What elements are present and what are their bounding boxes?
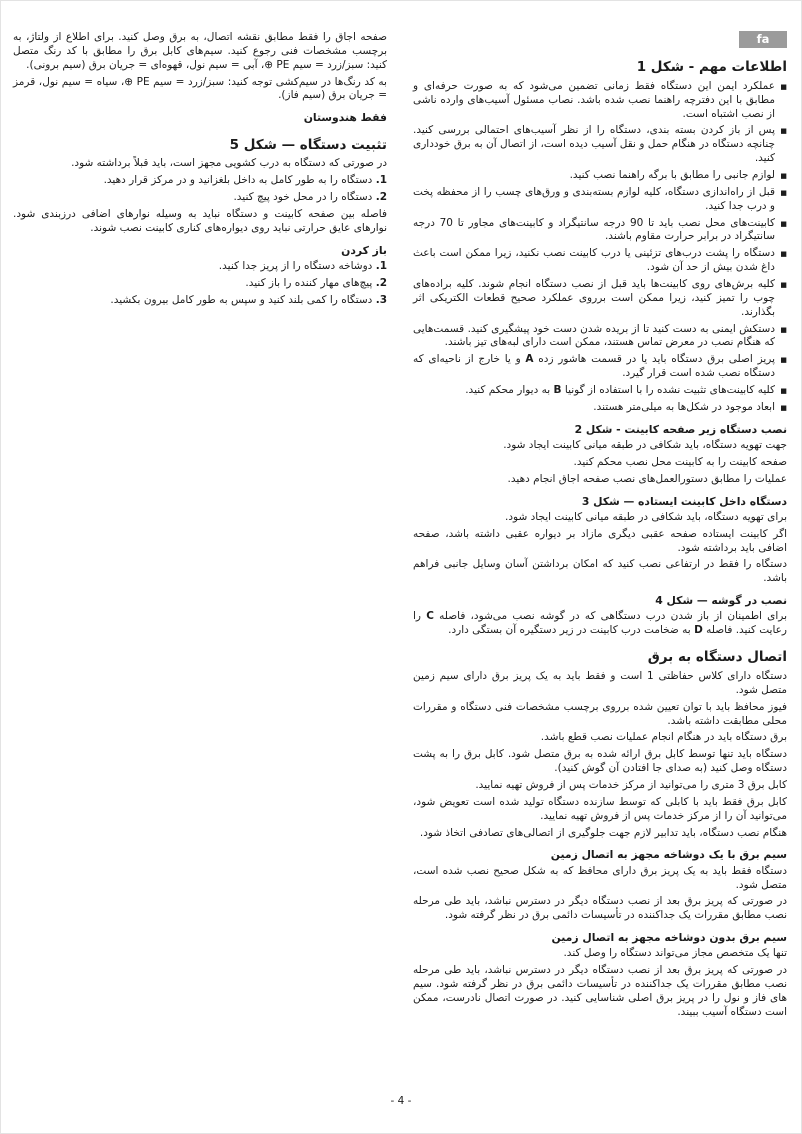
paragraph: برق دستگاه باید در هنگام انجام عملیات نصب قطع باشد.	[540, 731, 787, 744]
bullet-item	[413, 186, 787, 214]
bullet-item	[413, 247, 787, 275]
paragraph: به کد رنگ‌ها در سیم‌کشی توجه کنید: سبز/زرد = سیم PE ⊕، سیاه = سیم نول، قرمز = جریان برق (سیم فاز).	[13, 75, 387, 102]
bullet-text: کلیه کابینت‌های تثبیت نشده را با استفاده از گونیا B به دیوار محکم کنید.	[465, 384, 775, 397]
paragraph: تنها یک متخصص مجاز می‌تواند دستگاه را وصل کند.	[563, 947, 787, 960]
bullet-square-icon: ■	[780, 172, 787, 181]
subsection-heading: فقط هندوستان	[303, 111, 387, 125]
paragraph: فیوز محافظ باید با توان تعیین شده برروی برچسب مشخصات فنی دستگاه و مقررات محلی مطابقت داشته باشد.	[413, 700, 787, 727]
bullet-item	[413, 80, 787, 122]
paragraph: 2. پیچ‌های مهار کننده را باز کنید.	[245, 276, 387, 289]
paragraph: اگر کابینت ایستاده صفحه عقبی دیگری مازاد بر دیواره عقبی داشته باشد، صفحه اضافی باید برداشته شود.	[413, 527, 787, 554]
bullet-text: پریز اصلی برق دستگاه باید یا در قسمت هاشور زده A و یا خارج از ناحیه‌ای که دستگاه نصب شده است قرار گیرد.	[413, 353, 776, 380]
bullet-text: عملکرد ایمن این دستگاه فقط زمانی تضمین می‌شود که به صورت حرفه‌ای و مطابق با این دفترچه راهنما نصب شده باشد. نصاب مسئول آسیب‌های وارده ناشی از نصب اشتباه است.	[413, 79, 775, 120]
bullet-square-icon: ■	[780, 356, 787, 365]
paragraph: جهت تهویه دستگاه، باید شکافی در طبقه میانی کابینت ایجاد شود.	[503, 439, 787, 452]
bullet-item	[413, 278, 787, 320]
bullet-text: پس از باز کردن بسته بندی، دستگاه را از نظر آسیب‌های احتمالی بررسی کنید. چنانچه دستگاه در هنگام حمل و نقل آسیب دیده است، از اتصال آن به برق خودداری کنید.	[413, 124, 775, 165]
subsection-heading: سیم برق با یک دوشاخه مجهز به اتصال زمین	[550, 848, 787, 862]
language-badge: fa	[739, 31, 787, 48]
bullet-item	[413, 323, 787, 351]
subsection-heading: دستگاه داخل کابینت ایستاده — شکل 3	[581, 494, 787, 508]
paragraph: کابل برق فقط باید با کابلی که توسط سازنده دستگاه تولید شده است تعویض شود، می‌توانید آن را از مرکز خدمات پس از فروش تهیه نمایید.	[413, 795, 787, 822]
bullet-square-icon: ■	[780, 250, 787, 259]
paragraph: در صورتی که دستگاه به درب کشویی مجهز است، باید قبلاً برداشته شود.	[71, 157, 387, 170]
bullet-square-icon: ■	[780, 281, 787, 290]
subsection-heading: سیم برق بدون دوشاخه مجهز به اتصال زمین	[551, 931, 787, 945]
paragraph: برای تهویه دستگاه، باید شکافی در طبقه میانی کابینت ایجاد شود.	[505, 510, 787, 523]
paragraph: دستگاه باید تنها توسط کابل برق ارائه شده به برق متصل شود. کابل برق را به پشت دستگاه وصل کنید (به صدای جا افتادن آن گوش کنید).	[413, 748, 787, 775]
section-heading: اطلاعات مهم - شکل 1	[636, 59, 787, 75]
section-heading: تثبیت دستگاه — شکل 5	[229, 136, 387, 153]
section-heading: اتصال دستگاه به برق	[647, 649, 787, 666]
bullet-square-icon: ■	[780, 82, 787, 91]
paragraph: صفحه اجاق را فقط مطابق نقشه اتصال، به برق وصل کنید. برای اطلاع از ولتاژ، به برچسب مشخصات فنی رجوع کنید. سیم‌های کابل برق را مطابق با کد رنگ متصل کنید: سبز/زرد = سیم PE ⊕، آبی = سیم نول، قهوه‌ای = جریان برق (سیم برونی).	[13, 31, 387, 71]
paragraph: 2. دستگاه را در محل خود پیچ کنید.	[233, 191, 387, 204]
bullet-text: ابعاد موجود در شکل‌ها به میلی‌متر هستند.	[593, 400, 775, 413]
bullet-square-icon: ■	[780, 325, 787, 334]
paragraph: کابل برق 3 متری را می‌توانید از مرکز خدمات پس از فروش تهیه نمایید.	[475, 779, 787, 792]
paragraph: 1. دستگاه را به طور کامل به داخل بلغزانید و در مرکز قرار دهید.	[103, 174, 387, 187]
column-right	[413, 31, 787, 1023]
bullet-square-icon: ■	[780, 188, 787, 197]
subsection-heading: نصب در گوشه — شکل 4	[655, 594, 787, 608]
bullet-text: قبل از راه‌اندازی دستگاه، کلیه لوازم بسته‌بندی و ورق‌های چسب را از محفظه پخت و درب جدا کنید.	[413, 185, 775, 212]
paragraph: دستگاه فقط باید به یک پریز برق دارای محافظ که به شکل صحیح نصب شده است، متصل شود.	[413, 864, 787, 891]
bullet-text: دستکش ایمنی به دست کنید تا از بریده شدن دست خود پیشگیری کنید. قسمت‌هایی که هنگام نصب در معرض تماس هستند، ممکن است دارای لبه‌های تیز باشند.	[413, 322, 775, 349]
paragraph: برای اطمینان از باز شدن درب دستگاهی که در گوشه نصب می‌شود، فاصله C را رعایت کنید. فاصله D به ضخامت درب کابینت در زیر دستگیره آن بستگی دارد.	[413, 610, 788, 637]
bullet-item	[413, 353, 787, 381]
paragraph: 1. دوشاخه دستگاه را از پریز جدا کنید.	[218, 259, 387, 272]
page-number: - 4 -	[390, 1095, 412, 1107]
bullet-text: دستگاه را پشت درب‌های تزئینی یا درب کابینت نصب نکنید، زیرا ممکن است باعث داغ شدن بیش از حد آن شود.	[413, 247, 775, 274]
bullet-text: لوازم جانبی را مطابق با برگه راهنما نصب کنید.	[569, 169, 775, 182]
paragraph: دستگاه دارای کلاس حفاظتی 1 است و فقط باید به یک پریز برق دارای سیم زمین متصل شود.	[413, 670, 787, 696]
bullet-item	[413, 384, 787, 398]
bullet-text: کابینت‌های محل نصب باید تا 90 درجه سانتیگراد و کابینت‌های مجاور تا 70 درجه سانتیگراد در برابر حرارت مقاوم باشند.	[413, 216, 775, 243]
paragraph: فاصله بین صفحه کابینت و دستگاه نباید به وسیله نوارهای اضافی درزبندی شود. نوارهای عایق حرارتی نباید روی دیواره‌های کناری کابینت نصب شوند.	[13, 208, 387, 234]
paragraph: در صورتی که پریز برق بعد از نصب دستگاه دیگر در دسترس نباشد، باید طی مرحله نصب مطابق مقررات یک جداکننده در تأسیسات دائمی برق در نظر گرفته شود. سیم های فاز و نول را در پریز برق اصلی شناسایی کنید. در صورت اتصال نادرست، ممکن است دستگاه آسیب ببیند.	[413, 964, 787, 1018]
bullet-square-icon: ■	[780, 219, 787, 228]
bullet-square-icon: ■	[780, 387, 787, 396]
paragraph: عملیات را مطابق دستورالعمل‌های نصب صفحه اجاق انجام دهید.	[507, 472, 787, 485]
subsection-heading: باز کردن	[341, 243, 387, 257]
subsection-heading: نصب دستگاه زیر صفحه کابینت - شکل 2	[574, 422, 787, 436]
paragraph: هنگام نصب دستگاه، باید تدابیر لازم جهت جلوگیری از اتصالی‌های تصادفی اتخاذ شود.	[419, 826, 787, 839]
bullet-item	[413, 401, 787, 415]
bullet-item	[413, 217, 787, 245]
content-columns	[13, 31, 787, 1023]
bullet-text: کلیه برش‌های روی کابینت‌ها باید قبل از نصب دستگاه انجام شوند. کلیه براده‌های چوب را تمیز کنید، زیرا ممکن است برروی عملکرد صحیح قطعات الکتریکی اثر بگذارند.	[413, 278, 775, 318]
paragraph: دستگاه را فقط در ارتفاعی نصب کنید که امکان برداشتن آسان وسایل جانبی فراهم باشد.	[413, 558, 787, 585]
bullet-item	[413, 169, 787, 183]
paragraph: در صورتی که پریز برق بعد از نصب دستگاه دیگر در دسترس نباشد، باید طی مرحله نصب مطابق مقررات یک جداکننده در تأسیسات دائمی برق در نظر گرفته شود.	[413, 895, 787, 922]
bullet-item	[413, 124, 787, 166]
paragraph: 3. دستگاه را کمی بلند کنید و سپس به طور کامل بیرون بکشید.	[110, 293, 387, 306]
paragraph: صفحه کابینت را به کابینت محل نصب محکم کنید.	[573, 455, 787, 468]
column-left	[13, 31, 387, 311]
bullet-square-icon: ■	[780, 403, 787, 412]
bullet-square-icon: ■	[780, 127, 787, 136]
